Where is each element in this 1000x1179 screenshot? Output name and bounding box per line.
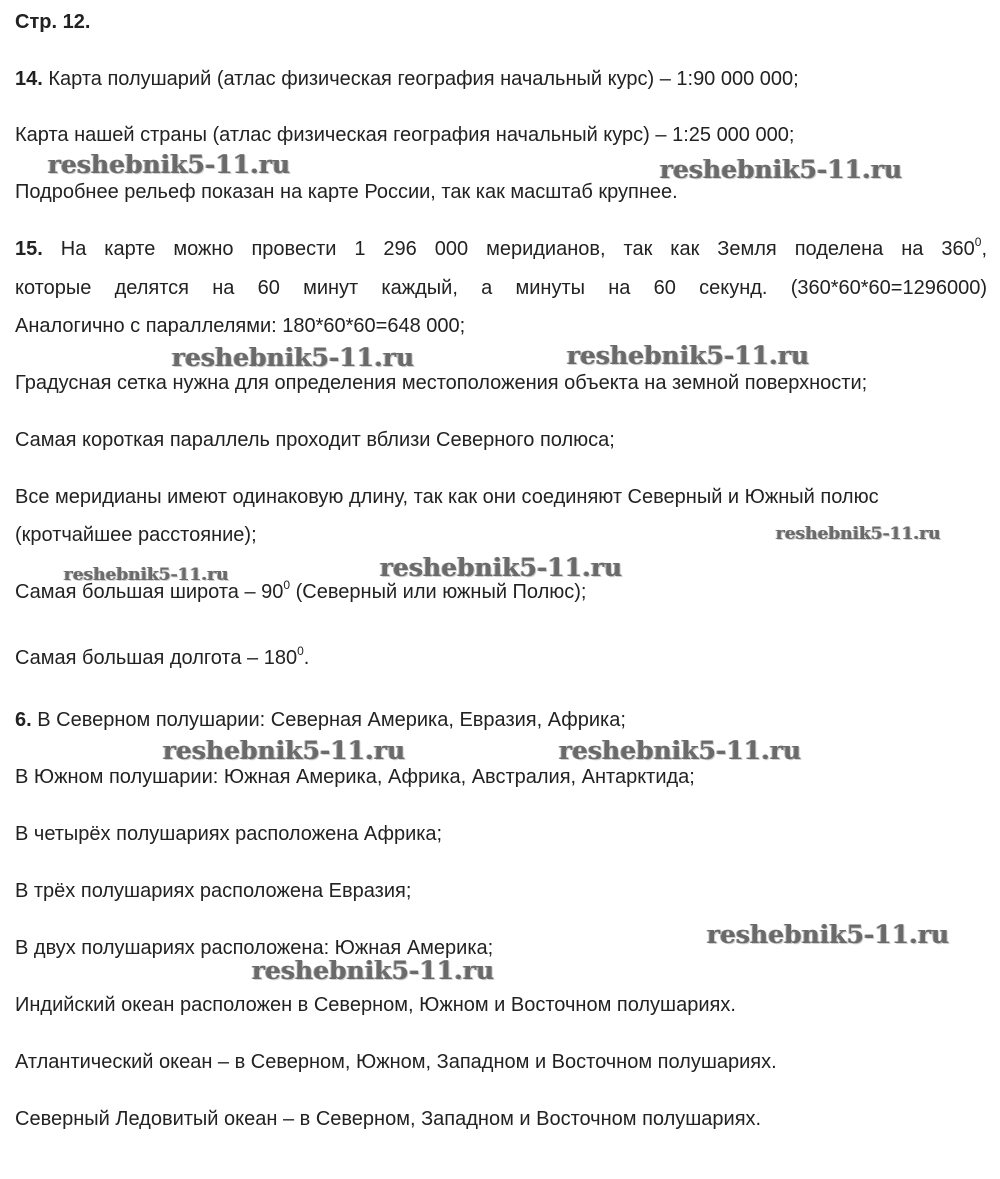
watermark: reshebnik5-11.ru: [559, 736, 802, 765]
watermark: reshebnik5-11.ru: [163, 736, 406, 765]
degree-sup: 0: [283, 578, 291, 592]
task15-line1: [15, 237, 987, 261]
task15-line3: Аналогично с параллелями: 180*60*60=648 000;: [15, 315, 466, 337]
task14-line1: [15, 67, 799, 91]
task6-line4: В трёх полушариях расположена Евразия;: [15, 880, 412, 902]
task15-line1-end: ,: [981, 238, 988, 260]
watermark: reshebnik5-11.ru: [776, 524, 941, 544]
task6-line6: Индийский океан расположен в Северном, Южном и Восточном полушариях.: [15, 994, 736, 1016]
task6-line3: В четырёх полушариях расположена Африка;: [15, 823, 443, 845]
watermark: reshebnik5-11.ru: [707, 920, 950, 949]
watermark: reshebnik5-11.ru: [380, 553, 623, 582]
task15-line9-end: .: [303, 647, 310, 669]
task14-number: 14.: [15, 68, 43, 90]
task15-line8-text: Самая большая широта – 90: [15, 581, 284, 603]
watermark: reshebnik5-11.ru: [660, 155, 903, 184]
task15-line9: [15, 646, 309, 670]
task6-number: 6.: [15, 709, 32, 731]
task14-line1-text: Карта полушарий (атлас физическая география начальный курс) – 1:90 000 000;: [48, 68, 799, 90]
degree-sup: 0: [297, 644, 304, 658]
task15-line6: Все меридианы имеют одинаковую длину, так как они соединяют Северный и Южный полюс: [15, 486, 879, 508]
watermark: reshebnik5-11.ru: [252, 956, 495, 985]
task14-line2: Карта нашей страны (атлас физическая география начальный курс) – 1:25 000 000;: [15, 124, 795, 146]
watermark: reshebnik5-11.ru: [172, 343, 415, 372]
task6-line5: В двух полушариях расположена: Южная Америка;: [15, 937, 494, 959]
task15-line7: (кротчайшее расстояние);: [15, 524, 257, 546]
task15-line1-text: На карте можно провести 1 296 000 меридианов, так как Земля поделена на 360: [60, 238, 975, 260]
task6-line2: В Южном полушарии: Южная Америка, Африка, Австралия, Антарктида;: [15, 766, 695, 788]
watermark: reshebnik5-11.ru: [567, 341, 810, 370]
task15-line2: которые делятся на 60 минут каждый, а минуты на 60 секунд. (360*60*60=1296000): [15, 277, 987, 299]
task15-line4: Градусная сетка нужна для определения местоположения объекта на земной поверхности;: [15, 372, 868, 394]
task6-line7: Атлантический океан – в Северном, Южном, Западном и Восточном полушариях.: [15, 1051, 777, 1073]
task15-line8-end: (Северный или южный Полюс);: [290, 581, 587, 603]
task15-number: 15.: [15, 238, 43, 260]
task15-line5: Самая короткая параллель проходит вблизи Северного полюса;: [15, 429, 615, 451]
watermark: reshebnik5-11.ru: [48, 150, 291, 179]
task6-line1-text: В Северном полушарии: Северная Америка, Евразия, Африка;: [37, 709, 626, 731]
task14-line3: Подробнее рельеф показан на карте России, так как масштаб крупнее.: [15, 181, 678, 203]
task6-line1: [15, 708, 626, 732]
page-title: Стр. 12.: [15, 11, 91, 33]
watermark: reshebnik5-11.ru: [64, 565, 229, 585]
task6-line8: Северный Ледовитый океан – в Северном, Западном и Восточном полушариях.: [15, 1108, 762, 1130]
task15-line9-text: Самая большая долгота – 180: [15, 647, 298, 669]
degree-sup: 0: [974, 235, 982, 249]
